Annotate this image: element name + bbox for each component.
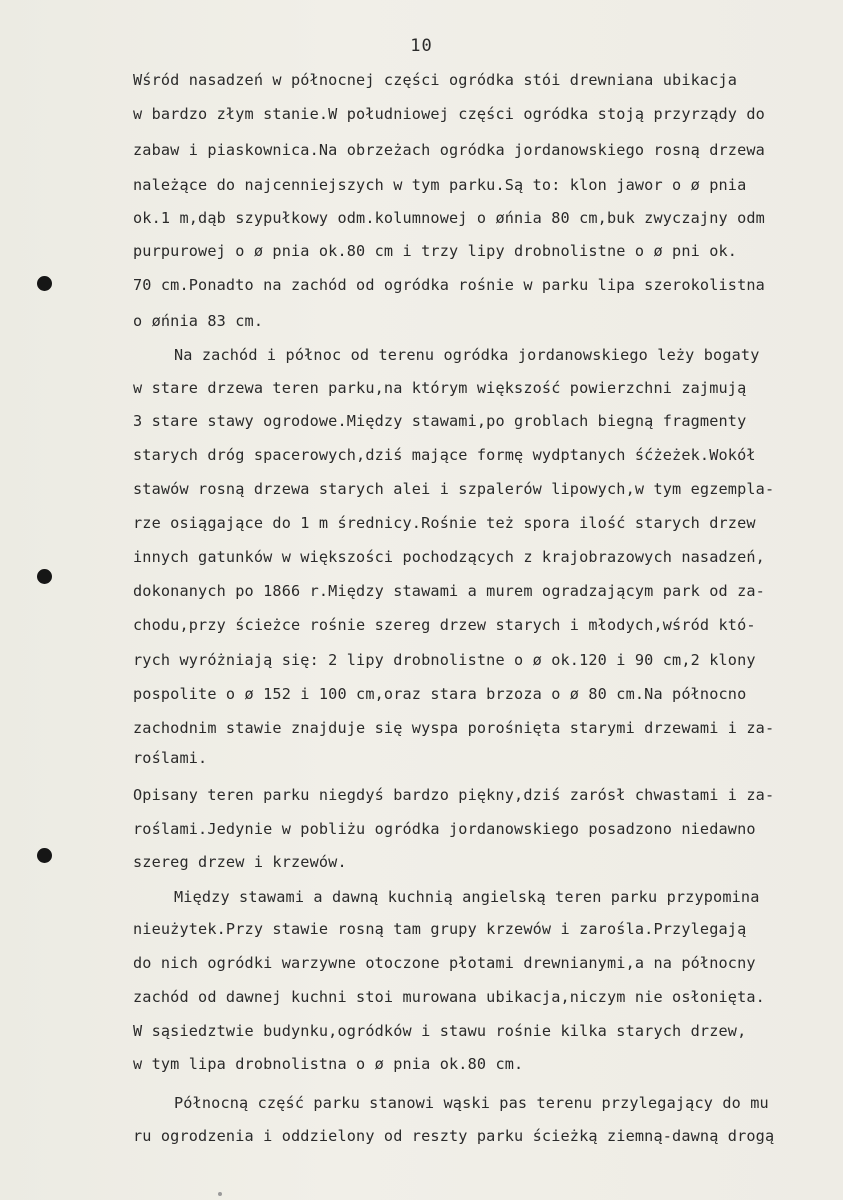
text-line: pospolite o ø 152 i 100 cm,oraz stara brzoza o ø 80 cm.Na północno	[133, 685, 747, 703]
text-line: 70 cm.Ponadto na zachód od ogródka rośnie w parku lipa szerokolistna	[133, 276, 765, 294]
text-line: roślami.Jedynie w pobliżu ogródka jordanowskiego posadzono niedawno	[133, 820, 756, 838]
paper-speck	[218, 1192, 222, 1196]
text-line: zabaw i piaskownica.Na obrzeżach ogródka jordanowskiego rosną drzewa	[133, 141, 765, 159]
text-line: rze osiągające do 1 m średnicy.Rośnie też spora ilość starych drzew	[133, 514, 756, 532]
text-line: Wśród nasadzeń w północnej części ogródka stói drewniana ubikacja	[133, 71, 738, 89]
text-line: purpurowej o ø pnia ok.80 cm i trzy lipy drobnolistne o ø pni ok.	[133, 242, 738, 260]
text-line: rych wyróżniają się: 2 lipy drobnolistne o ø ok.120 i 90 cm,2 klony	[133, 651, 756, 669]
text-line: ok.1 m,dąb szypułkowy odm.kolumnowej o øńnia 80 cm,buk zwyczajny odm	[133, 209, 765, 227]
text-line: Na zachód i północ od terenu ogródka jordanowskiego leży bogaty	[174, 346, 760, 364]
text-line: Opisany teren parku niegdyś bardzo piękny,dziś zarósł chwastami i za-	[133, 786, 775, 804]
text-line: starych dróg spacerowych,dziś mające formę wydptanych śćżeżek.Wokół	[133, 446, 756, 464]
text-line: w bardzo złym stanie.W południowej części ogródka stoją przyrządy do	[133, 105, 765, 123]
binder-hole	[37, 848, 52, 863]
binder-hole	[37, 569, 52, 584]
text-line: W sąsiedztwie budynku,ogródków i stawu rośnie kilka starych drzew,	[133, 1022, 747, 1040]
text-line: nieużytek.Przy stawie rosną tam grupy krzewów i zarośla.Przylegają	[133, 920, 747, 938]
text-line: ru ogrodzenia i oddzielony od reszty parku ścieżką ziemną-dawną drogą	[133, 1127, 775, 1145]
text-line: należące do najcenniejszych w tym parku.Są to: klon jawor o ø pnia	[133, 176, 747, 194]
text-line: w stare drzewa teren parku,na którym większość powierzchni zajmują	[133, 379, 747, 397]
text-line: chodu,przy ścieżce rośnie szereg drzew starych i młodych,wśród któ-	[133, 616, 756, 634]
text-line: do nich ogródki warzywne otoczone płotami drewnianymi,a na północny	[133, 954, 756, 972]
text-line: w tym lipa drobnolistna o ø pnia ok.80 cm.	[133, 1055, 524, 1073]
page-number: 10	[410, 36, 433, 56]
text-line: roślami.	[133, 749, 208, 767]
text-line: dokonanych po 1866 r.Między stawami a murem ogradzającym park od za-	[133, 582, 765, 600]
text-line: o øńnia 83 cm.	[133, 312, 264, 330]
text-line: zachód od dawnej kuchni stoi murowana ubikacja,niczym nie osłonięta.	[133, 988, 765, 1006]
binder-hole	[37, 276, 52, 291]
text-line: zachodnim stawie znajduje się wyspa porośnięta starymi drzewami i za-	[133, 719, 775, 737]
text-line: Północną część parku stanowi wąski pas terenu przylegający do mu	[174, 1094, 769, 1112]
text-line: 3 stare stawy ogrodowe.Między stawami,po groblach biegną fragmenty	[133, 412, 747, 430]
text-line: innych gatunków w większości pochodzących z krajobrazowych nasadzeń,	[133, 548, 765, 566]
text-line: stawów rosną drzewa starych alei i szpalerów lipowych,w tym egzempla-	[133, 480, 775, 498]
text-line: Między stawami a dawną kuchnią angielską teren parku przypomina	[174, 888, 760, 906]
text-line: szereg drzew i krzewów.	[133, 853, 347, 871]
